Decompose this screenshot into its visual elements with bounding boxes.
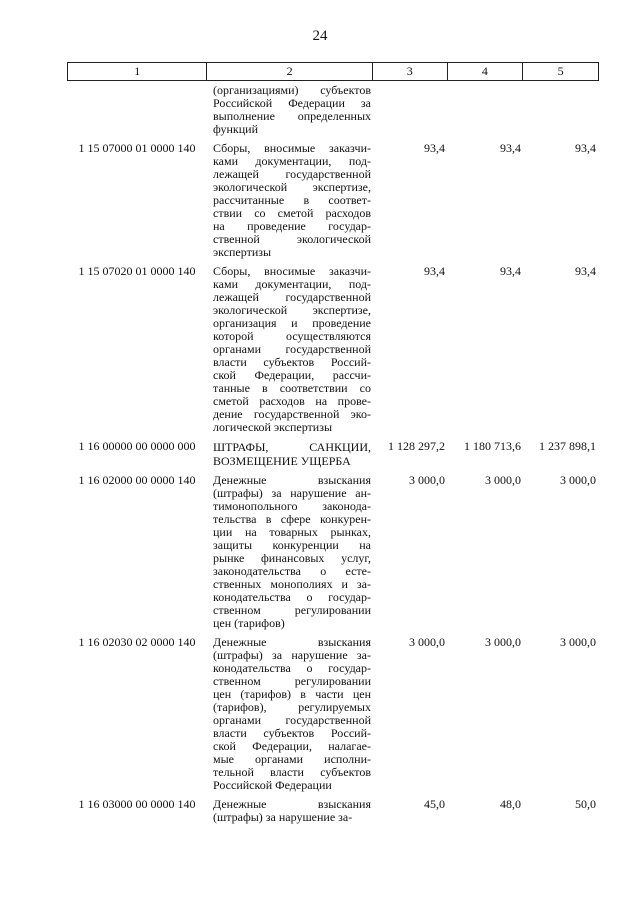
budget-code: 1 16 02000 00 0000 140 [78,473,196,487]
description-line: тимонопольного законода- [213,499,371,513]
amount-year-1: 3 000,0 [409,473,445,487]
amount-year-2: 3 000,0 [485,473,521,487]
description-line: ской Федерации, налагае- [213,739,371,753]
description-line: ками документации, под- [213,154,371,168]
description-line: власти субъектов Россий- [213,726,371,740]
budget-code: 1 16 03000 00 0000 140 [78,797,196,811]
amount-year-3: 3 000,0 [560,635,596,649]
amount-year-1: 1 128 297,2 [388,439,445,453]
header-col-5: 5 [557,64,564,78]
description-line: ственной экологической [213,232,371,246]
income-description [207,474,373,630]
description-line: рынке финансовых услуг, [213,551,371,565]
description-line: экологической экспертизе, [213,180,371,194]
amount-year-3: 93,4 [575,141,596,155]
description-line: тельной власти субъектов [213,765,371,779]
income-description [207,440,373,468]
description-line: лежащей государственной [213,290,371,304]
description-line: органами государственной [213,713,371,727]
header-col-4: 4 [448,63,524,80]
description-line: которой осуществляются [213,329,371,343]
description-line: ШТРАФЫ, САНКЦИИ, [213,440,371,454]
description-line: ками документации, под- [213,277,371,291]
description-line: Российской Федерации [213,778,332,792]
budget-code: 1 16 02030 02 0000 140 [78,635,196,649]
income-description [207,636,373,792]
header-col-1: 1 [68,63,207,80]
table-row [67,142,599,259]
description-line: функций [213,122,258,136]
description-line: сметой расходов на прове- [213,394,371,408]
amount-year-3: 50,0 [575,797,596,811]
header-col-2: 2 [207,63,372,80]
description-line: танные в соответствии со [213,381,371,395]
description-line: Денежные взыскания [213,473,371,487]
amount-year-2: 93,4 [500,264,521,278]
description-line: ственном регулировании [213,674,371,688]
amount-year-1: 93,4 [424,264,445,278]
table-header [67,62,599,81]
description-line: Денежные взыскания [213,797,371,811]
description-line: конодательства о государ- [213,590,371,604]
income-description [207,798,373,824]
amount-year-2: 1 180 713,6 [464,439,521,453]
description-line: ВОЗМЕЩЕНИЕ УЩЕРБА [213,454,351,468]
amount-year-1: 3 000,0 [409,635,445,649]
description-line: мые органами исполни- [213,752,371,766]
header-col-3: 3 [373,63,448,80]
table-row [67,474,599,630]
description-line: ской Федерации, рассчи- [213,368,371,382]
table-row [67,798,599,824]
description-line: логической экспертизы [213,420,333,434]
description-line: (штрафы) за нарушение ан- [213,486,371,500]
amount-year-1: 45,0 [424,797,445,811]
amount-year-3: 93,4 [575,264,596,278]
amount-year-3: 3 000,0 [560,473,596,487]
table-row [67,265,599,434]
description-line: дение государственной эко- [213,407,371,421]
budget-code: 1 16 00000 00 0000 000 [78,439,196,453]
description-line: лежащей государственной [213,167,371,181]
description-line: ции на товарных рынках, [213,525,371,539]
description-line: выполнение определенных [213,109,371,123]
table-row [67,84,599,136]
description-line: защиты конкуренции на [213,538,371,552]
description-line: Сборы, вносимые заказчи- [213,141,371,155]
amount-year-2 [448,84,524,136]
description-line: на проведение государ- [213,219,371,233]
description-line: (штрафы) за нарушение за- [213,648,371,662]
description-line: (штрафы) за нарушение за- [213,810,353,824]
description-line: Сборы, вносимые заказчи- [213,264,371,278]
description-line: организация и проведение [213,316,371,330]
table-row [67,440,599,468]
description-line: экспертизы [213,245,272,259]
description-line: ствии со сметой расходов [213,206,371,220]
budget-code [67,84,207,136]
description-line: власти субъектов Россий- [213,355,371,369]
description-line: цен (тарифов) [213,616,285,630]
budget-code: 1 15 07000 01 0000 140 [78,141,196,155]
description-line: конодательства о государ- [213,661,371,675]
amount-year-2: 93,4 [500,141,521,155]
description-line: Денежные взыскания [213,635,371,649]
description-line: (организациями) субъектов [213,83,371,97]
description-line: ственном регулировании [213,603,371,617]
description-line: тельства в сфере конкурен- [213,512,371,526]
income-description [207,84,373,136]
description-line: (тарифов), регулируемых [213,700,371,714]
income-description [207,142,373,259]
table-row [67,636,599,792]
page-number: 24 [312,28,328,44]
description-line: экологической экспертизе, [213,303,371,317]
income-description [207,265,373,434]
amount-year-2: 3 000,0 [485,635,521,649]
amount-year-1: 93,4 [424,141,445,155]
budget-code: 1 15 07020 01 0000 140 [78,264,196,278]
amount-year-1 [373,84,448,136]
amount-year-3 [524,84,599,136]
description-line: ственных монополиях и за- [213,577,371,591]
table-body [67,84,599,830]
description-line: органами государственной [213,342,371,356]
amount-year-3: 1 237 898,1 [539,439,596,453]
amount-year-2: 48,0 [500,797,521,811]
description-line: рассчитанные в соответ- [213,193,371,207]
description-line: Российской Федерации за [213,96,371,110]
description-line: цен (тарифов) в части цен [213,687,371,701]
description-line: законодательства о есте- [213,564,371,578]
